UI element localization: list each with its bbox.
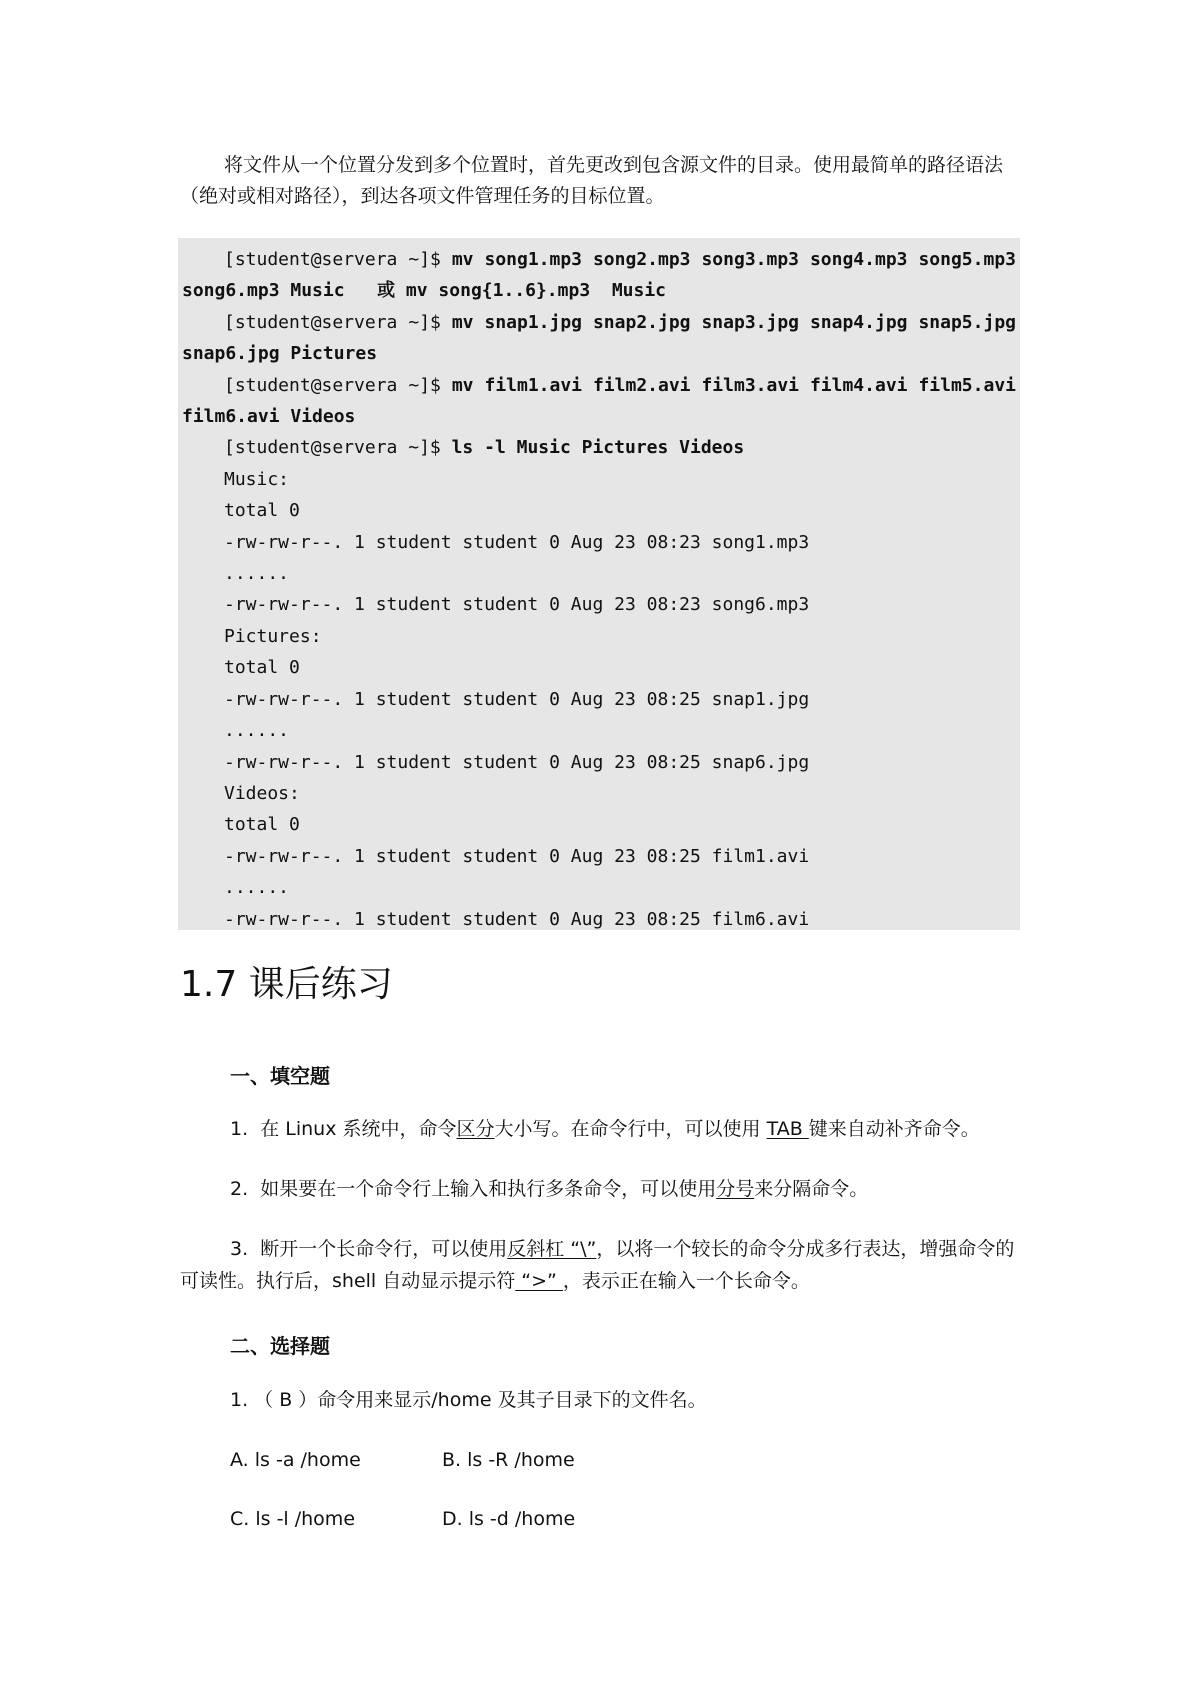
answer-blank: 分号	[716, 1178, 755, 1200]
fill-in-heading: 一、填空题	[230, 1064, 330, 1088]
choice-option-b: B. ls -R /home	[442, 1449, 575, 1471]
answer-blank: 反斜杠 “\”	[507, 1238, 597, 1260]
code-line-4: snap6.jpg Pictures	[182, 343, 378, 365]
output-line: -rw-rw-r--. 1 student student 0 Aug 23 08:25 snap6.jpg	[224, 751, 810, 773]
output-line: total 0	[224, 500, 300, 522]
fill-question-1: 1. 在 Linux 系统中，命令区分大小写。在命令行中，可以使用 TAB 键来自动补齐命令。	[230, 1118, 980, 1140]
code-line-2: song6.mp3 Music 或 mv song{1..6}.mp3 Music	[182, 280, 667, 302]
choice-option-d: D. ls -d /home	[442, 1508, 576, 1530]
section-title: 1.7 课后练习	[180, 964, 393, 1005]
output-line: ......	[224, 720, 290, 742]
answer-blank: TAB	[766, 1118, 809, 1140]
output-line: Videos:	[224, 782, 300, 804]
code-line-1: [student@servera ~]$ mv song1.mp3 song2.mp3 song3.mp3 song4.mp3 song5.mp3	[224, 249, 1016, 270]
choice-heading: 二、选择题	[230, 1334, 330, 1358]
code-line-5: [student@servera ~]$ mv film1.avi film2.avi film3.avi film4.avi film5.avi	[224, 374, 1016, 396]
output-line: Pictures:	[224, 625, 322, 647]
terminal-code-block	[178, 238, 1020, 930]
fill-question-2: 2. 如果要在一个命令行上输入和执行多条命令，可以使用分号来分隔命令。	[230, 1178, 869, 1200]
choice-option-c: C. ls -l /home	[230, 1508, 356, 1530]
code-line-3: [student@servera ~]$ mv snap1.jpg snap2.jpg snap3.jpg snap4.jpg snap5.jpg	[224, 311, 1016, 333]
code-line-7: [student@servera ~]$ ls -l Music Pictures Videos	[224, 437, 745, 459]
answer-blank: “>”	[515, 1270, 563, 1292]
code-line-6: film6.avi Videos	[182, 406, 356, 428]
intro-paragraph: 将文件从一个位置分发到多个位置时，首先更改到包含源文件的目录。使用最简单的路径语法（绝对或相对路径），到达各项文件管理任务的目标位置。	[180, 154, 1004, 207]
output-line: total 0	[224, 814, 300, 836]
fill-question-3: 3. 断开一个长命令行，可以使用反斜杠 “\”，以将一个较长的命令分成多行表达，增强命令的可读性。执行后，shell 自动显示提示符 “>” ，表示正在输入一个长命令。	[180, 1238, 1015, 1292]
output-line: -rw-rw-r--. 1 student student 0 Aug 23 08:23 song1.mp3	[224, 531, 810, 553]
output-line: -rw-rw-r--. 1 student student 0 Aug 23 08:25 snap1.jpg	[224, 688, 810, 710]
output-line: ......	[224, 563, 290, 585]
answer-blank: 区分	[456, 1118, 495, 1140]
output-line: Music:	[224, 468, 290, 490]
choice-question-1: 1. （ B ）命令用来显示/home 及其子目录下的文件名。	[230, 1389, 707, 1411]
output-line: -rw-rw-r--. 1 student student 0 Aug 23 08:23 song6.mp3	[224, 594, 810, 616]
output-line: ......	[224, 877, 290, 899]
output-line: -rw-rw-r--. 1 student student 0 Aug 23 08:25 film1.avi	[224, 845, 810, 867]
output-line: -rw-rw-r--. 1 student student 0 Aug 23 08:25 film6.avi	[224, 908, 810, 930]
choice-option-a: A. ls -a /home	[230, 1449, 361, 1471]
output-line: total 0	[224, 657, 300, 679]
